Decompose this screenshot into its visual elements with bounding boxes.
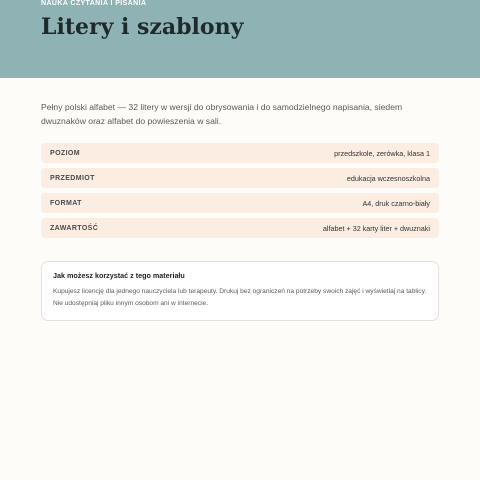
detail-key: PRZEDMIOT — [50, 174, 95, 182]
product-description: Pełny polski alfabet — 32 litery w wersji do obrysowania i do samodzielnego napisania, siedem dwuznaków oraz alfabet do powieszenia w sali. — [41, 102, 403, 126]
page-title: Litery i szablony — [41, 14, 244, 40]
detail-value: edukacja wczesnoszkolna — [346, 173, 430, 183]
details-list — [41, 143, 439, 243]
detail-value: A4, druk czarno-biały — [362, 198, 430, 208]
detail-row-format — [41, 193, 439, 213]
detail-key: POZIOM — [50, 149, 81, 157]
detail-key: ZAWARTOŚĆ — [50, 224, 99, 232]
license-body: Kupujesz licencję dla jednego nauczyciela lub terapeuty. Drukuj bez ograniczeń na potrzeby swoich zajęć i wyświetlaj na tablicy. Nie udostępniaj pliku innym osobom ani w internecie. — [53, 288, 427, 307]
detail-value: alfabet + 32 karty liter + dwuznaki — [322, 223, 430, 233]
page-header — [0, 0, 480, 78]
license-title: Jak możesz korzystać z tego materiału — [53, 271, 185, 280]
detail-row-level — [41, 143, 439, 163]
detail-key: FORMAT — [50, 199, 82, 207]
detail-row-subject — [41, 168, 439, 188]
license-card — [41, 261, 439, 321]
detail-row-contents — [41, 218, 439, 238]
category-label: NAUKA CZYTANIA I PISANIA — [41, 0, 147, 7]
detail-value: przedszkole, zerówka, klasa 1 — [334, 148, 430, 158]
